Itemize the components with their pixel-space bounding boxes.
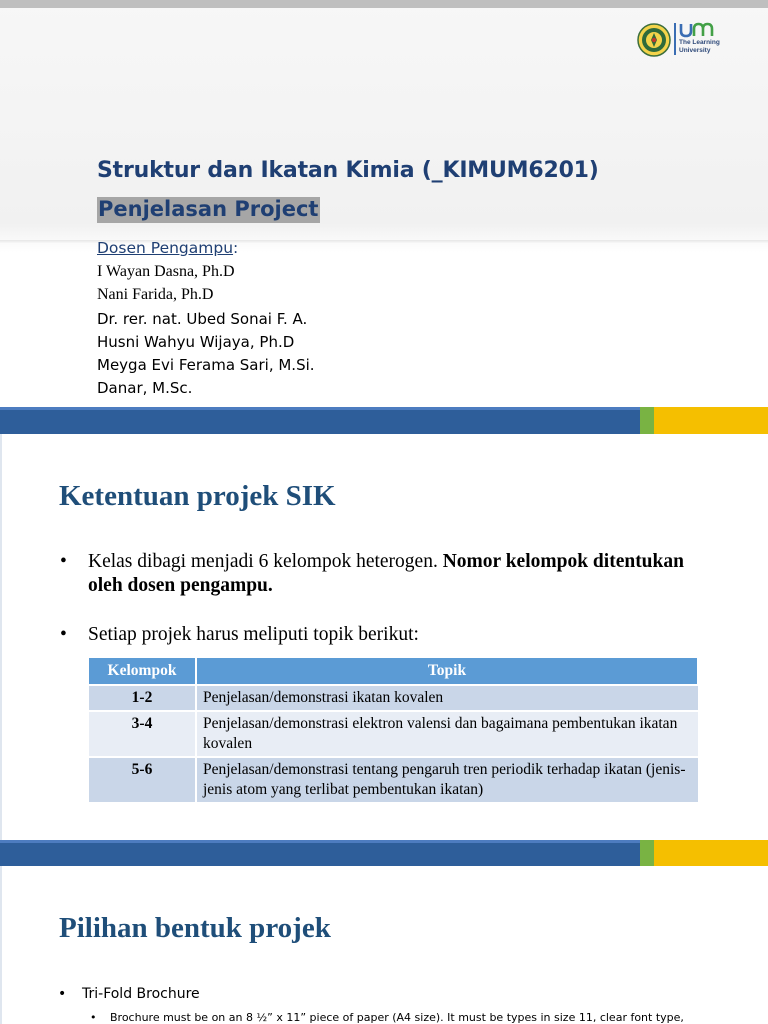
lecturer-item: Nani Farida, Ph.D — [97, 286, 214, 304]
rules-slide — [0, 434, 768, 840]
table-cell-topik: Penjelasan/demonstrasi tentang pengaruh tren periodik terhadap ikatan (jenis-jenis atom yang terlibat pembentukan ikatan) — [196, 757, 698, 802]
table-header-row — [89, 658, 698, 685]
tagline-line2: University — [679, 47, 711, 54]
table-cell-kelompok: 1-2 — [89, 685, 196, 711]
logo-tagline — [679, 39, 720, 55]
project-options-slide — [0, 866, 768, 1024]
table-cell-topik: Penjelasan/demonstrasi ikatan kovalen — [196, 685, 698, 711]
lecturer-item: Husni Wahyu Wijaya, Ph.D — [97, 332, 295, 351]
slide-heading: Ketentuan projek SIK — [59, 480, 336, 512]
slide-separator-bar — [0, 407, 768, 434]
table-cell-kelompok: 5-6 — [89, 757, 196, 802]
bullet-text: Setiap projek harus meliputi topik berikut: — [88, 624, 419, 645]
lecturer-item: Meyga Evi Ferama Sari, M.Si. — [97, 356, 315, 375]
bullet-dot-icon: • — [58, 986, 67, 1002]
bullet-dot-icon: • — [60, 624, 67, 645]
slide-separator-bar — [0, 840, 768, 867]
lecturers-label — [97, 239, 238, 257]
separator-green-segment — [640, 407, 654, 434]
table-cell-topik: Penjelasan/demonstrasi elektron valensi dan bagaimana pembentukan ikatan kovalen — [196, 711, 698, 757]
table-row — [89, 685, 698, 711]
lecturers-label-colon: : — [233, 239, 239, 257]
separator-yellow-segment — [654, 840, 768, 867]
lecturer-item: Dr. rer. nat. Ubed Sonai F. A. — [97, 309, 308, 328]
lecturers-label-text: Dosen Pengampu — [97, 239, 234, 257]
bullet-text-bold: Nomor kelompok ditentukan oleh dosen pengampu. — [88, 551, 684, 596]
logo-divider — [674, 23, 676, 55]
table-cell-kelompok: 3-4 — [89, 711, 196, 757]
university-logo — [637, 21, 727, 57]
bullet-item — [60, 623, 688, 647]
lecturer-list — [97, 262, 315, 402]
topic-table — [89, 658, 699, 802]
sub-bullet-text: Brochure must be on an 8 ½” x 11” piece of paper (A4 size). It must be types in size 11, clear font type, — [110, 1011, 684, 1024]
separator-yellow-segment — [654, 407, 768, 434]
bullet-text: Tri-Fold Brochure — [82, 986, 200, 1002]
bullet-dot-icon: • — [60, 551, 67, 572]
bullet-item — [60, 550, 688, 598]
slide-top-bar — [0, 0, 768, 8]
separator-green-segment — [640, 840, 654, 867]
tagline-line1: The Learning — [679, 39, 720, 46]
bullet-item — [58, 986, 200, 1002]
bullet-text: Kelas dibagi menjadi 6 kelompok heterogen. — [88, 551, 443, 572]
lecturer-item: Danar, M.Sc. — [97, 379, 193, 398]
lecturer-item: I Wayan Dasna, Ph.D — [97, 263, 235, 280]
table-header-topik: Topik — [196, 658, 698, 685]
sub-bullet-item — [90, 1011, 684, 1024]
university-seal-icon — [637, 23, 671, 57]
course-subtitle: Penjelasan Project — [98, 197, 319, 221]
separator-blue-segment — [0, 840, 640, 867]
table-header-kelompok: Kelompok — [89, 658, 196, 685]
separator-blue-segment — [0, 407, 640, 434]
table-row — [89, 757, 698, 802]
title-slide — [0, 0, 768, 407]
um-wordmark-icon — [679, 21, 715, 39]
course-title: Struktur dan Ikatan Kimia (_KIMUM6201) — [97, 158, 599, 183]
sub-bullet-dot-icon: • — [90, 1011, 97, 1024]
table-row — [89, 711, 698, 757]
slide-heading: Pilihan bentuk projek — [59, 912, 331, 944]
